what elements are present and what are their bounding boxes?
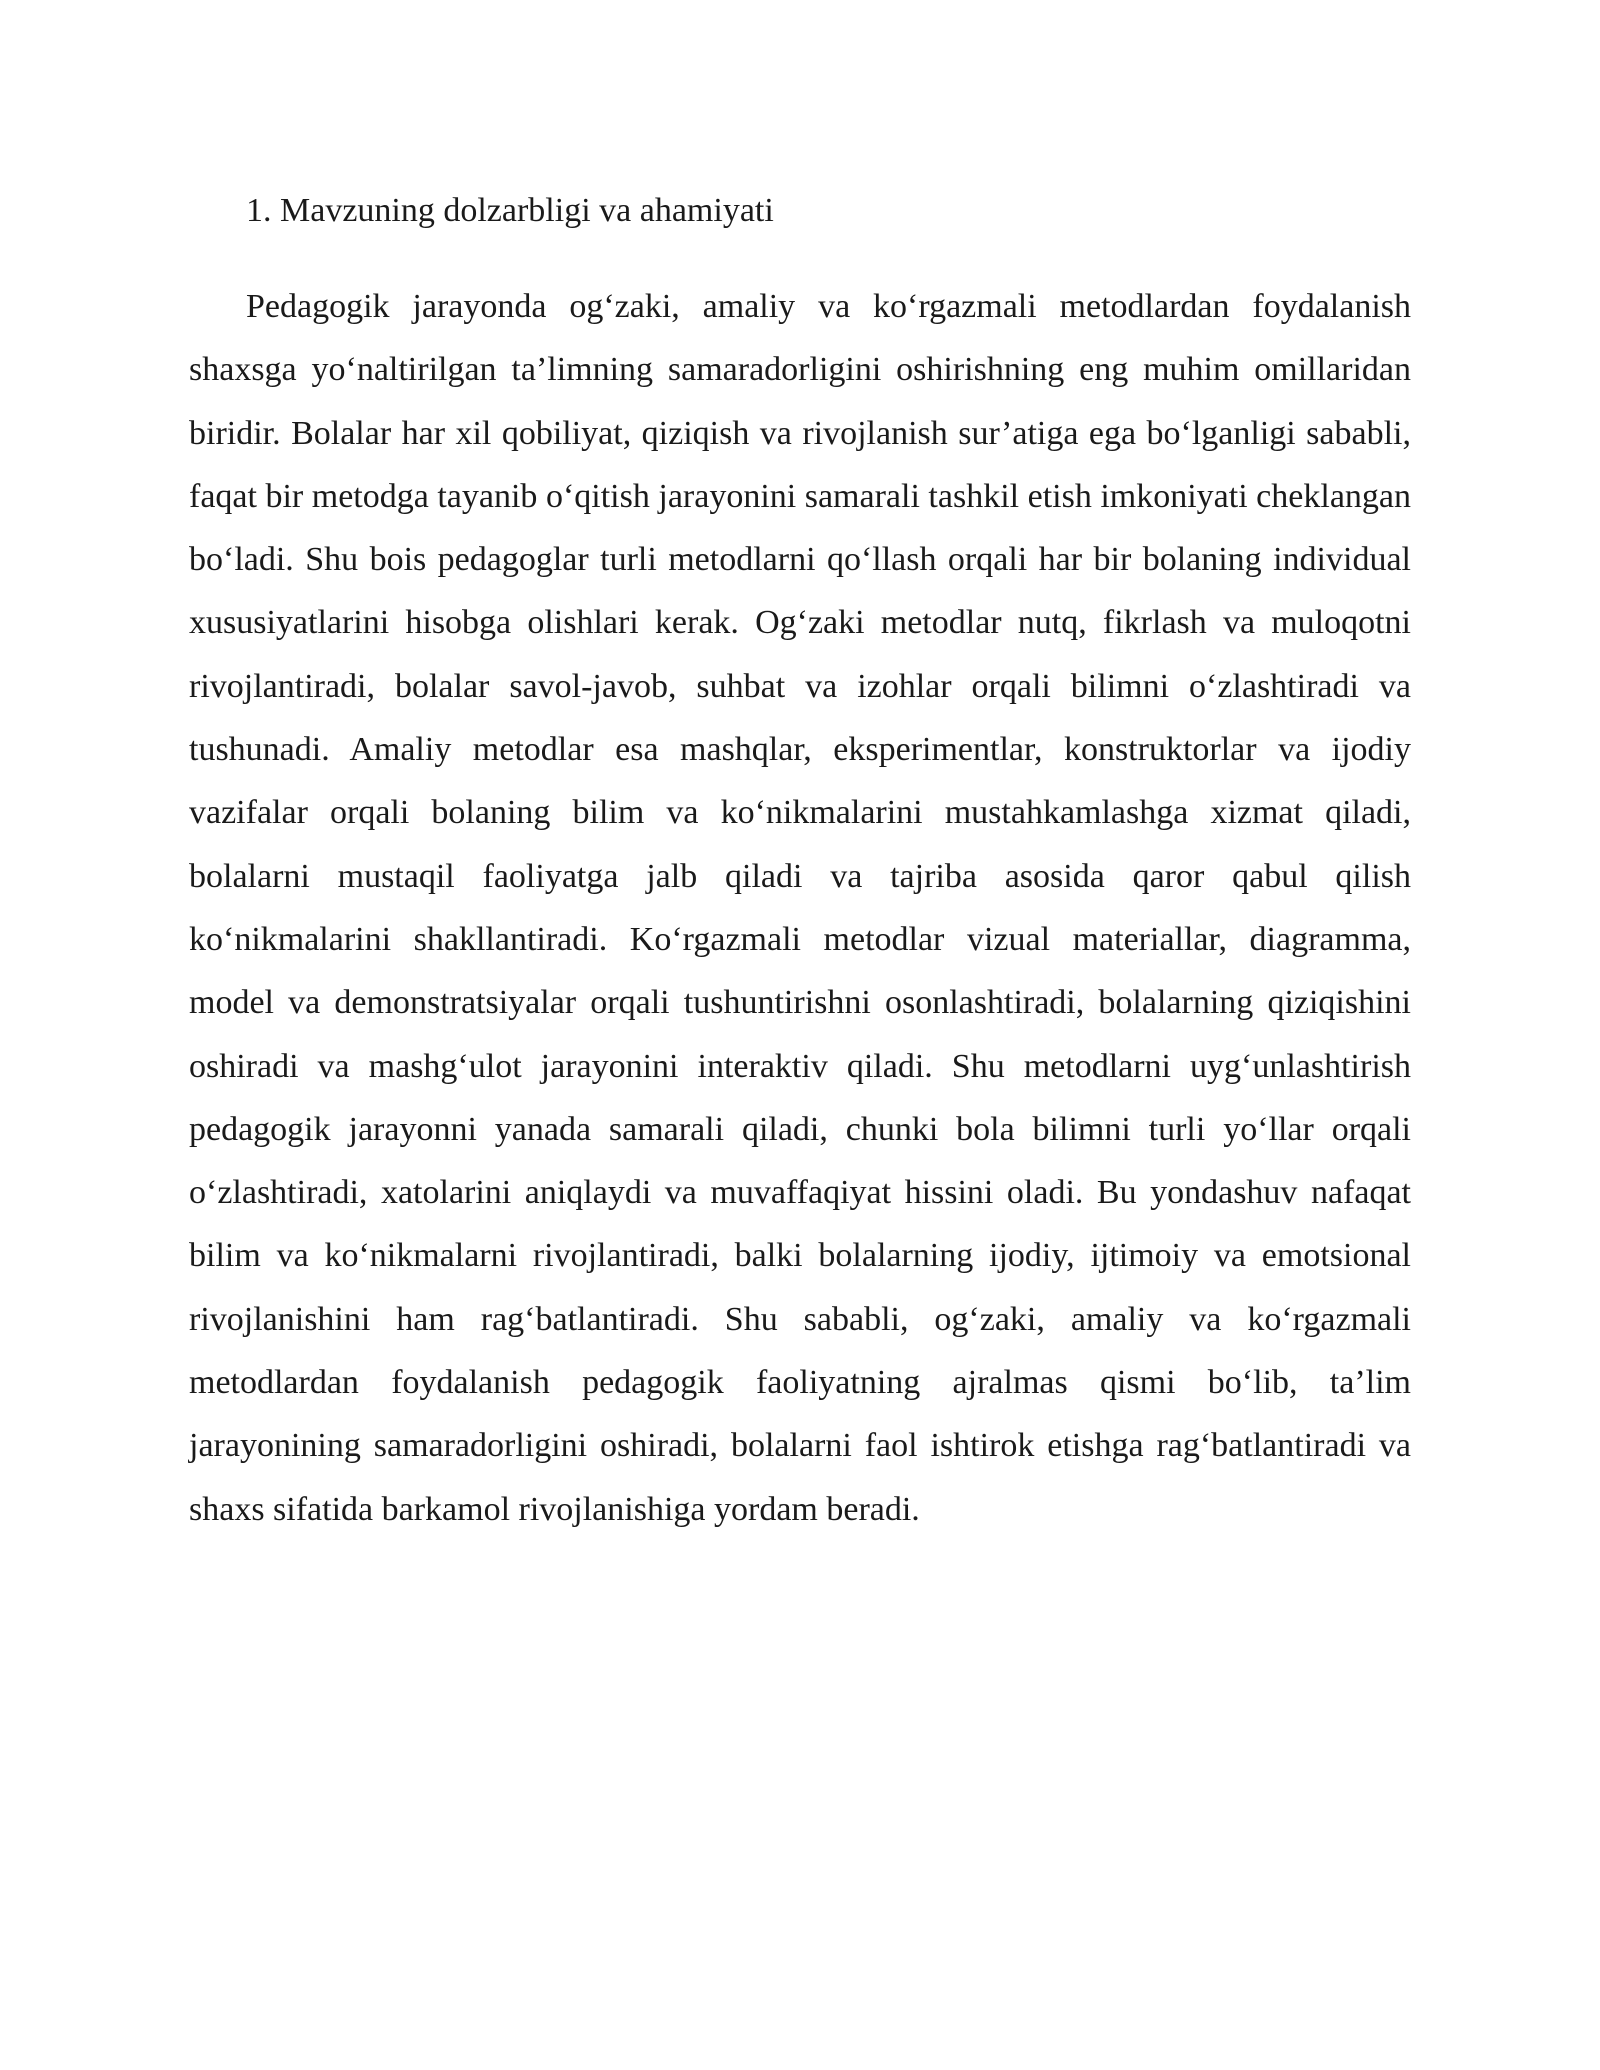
body-paragraph: Pedagogik jarayonda og‘zaki, amaliy va ko‘rgazmali metodlardan foydalanish shaxsga yo‘naltirilgan ta’limning samaradorligini oshirishning eng muhim omillaridan biridir. Bolalar har xil qobiliyat, qiziqish va rivojlanish sur’atiga ega bo‘lganligi sababli, faqat bir metodga tayanib o‘qitish jarayonini samarali tashkil etish imkoniyati cheklangan bo‘ladi. Shu bois pedagoglar turli metodlarni qo‘llash orqali har bir bolaning individual xususiyatlarini hisobga olishlari kerak. Og‘zaki metodlar nutq, fikrlash va muloqotni rivojlantiradi, bolalar savol-javob, suhbat va izohlar orqali bilimni o‘zlashtiradi va tushunadi. Amaliy metodlar esa mashqlar, eksperimentlar, konstruktorlar va ijodiy vazifalar orqali bolaning bilim va ko‘nikmalarini mustahkamlashga xizmat qiladi, bolalarni mustaqil faoliyatga jalb qiladi va tajriba asosida qaror qabul qilish ko‘nikmalarini shakllantiradi. Ko‘rgazmali metodlar vizual materiallar, diagramma, model va demonstratsiyalar orqali tushuntirishni osonlashtiradi, bolalarning qiziqishini oshiradi va mashg‘ulot jarayonini interaktiv qiladi. Shu metodlarni uyg‘unlashtirish pedagogik jarayonni yanada samarali qiladi, chunki bola bilimni turli yo‘llar orqali o‘zlashtiradi, xatolarini aniqlaydi va muvaffaqiyat hissini oladi. Bu yondashuv nafaqat bilim va ko‘nikmalarni rivojlantiradi, balki bolalarning ijodiy, ijtimoiy va emotsional rivojlanishini ham rag‘batlantiradi. Shu sababli, og‘zaki, amaliy va ko‘rgazmali metodlardan foydalanish pedagogik faoliyatning ajralmas qismi bo‘lib, ta’lim jarayonining samaradorligini oshiradi, bolalarni faol ishtirok etishga rag‘batlantiradi va shaxs sifatida barkamol rivojlanishiga yordam beradi. <box>189 288 1411 1528</box>
section-heading: 1. Mavzuning dolzarbligi va ahamiyati <box>246 192 774 229</box>
